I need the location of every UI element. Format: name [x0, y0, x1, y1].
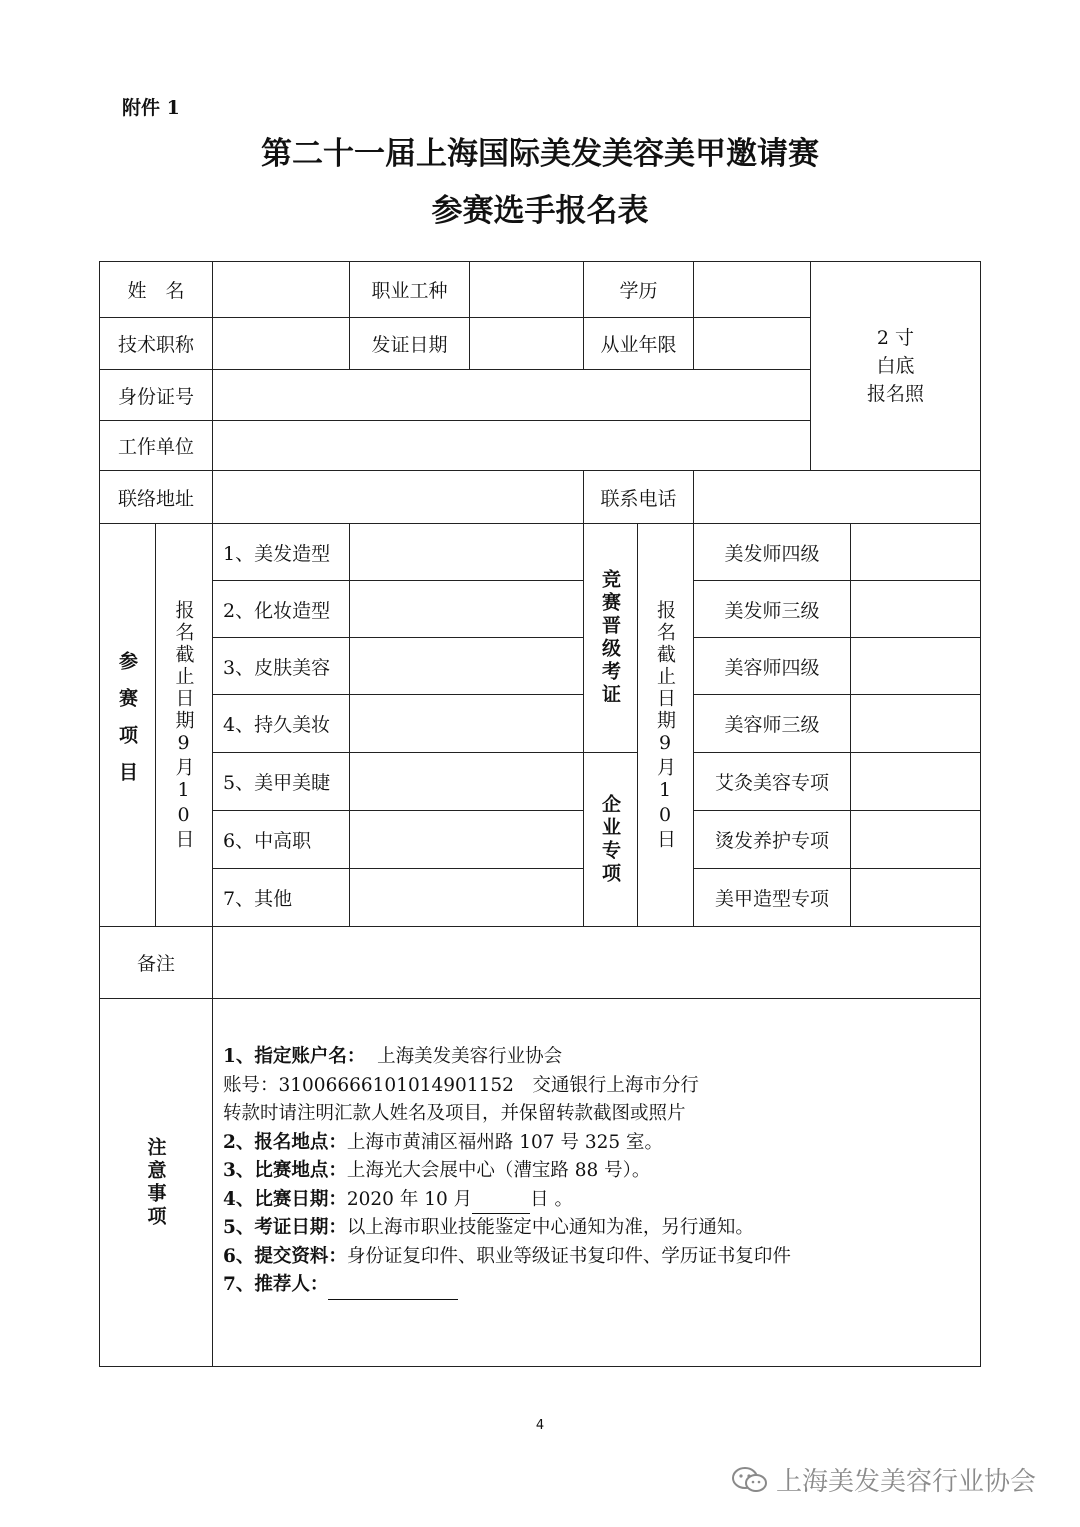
deadline-left: 报名截止日期9月10日: [172, 599, 195, 851]
address-label: 联络地址: [99, 470, 213, 524]
id-label: 身份证号: [99, 369, 213, 421]
years-field[interactable]: [693, 317, 811, 370]
note-line-2: 2、报名地点：上海市黄浦区福州路 107 号 325 室。: [223, 1131, 664, 1153]
notice-content: [212, 998, 981, 1367]
id-field[interactable]: [212, 369, 811, 421]
cert-check-field[interactable]: [850, 752, 981, 811]
name-field[interactable]: [212, 261, 350, 318]
tech-title-field[interactable]: [212, 317, 350, 370]
years-label: 从业年限: [583, 317, 694, 370]
occupation-field[interactable]: [469, 261, 584, 318]
remarks-field[interactable]: [212, 926, 981, 999]
remarks-label: 备注: [99, 926, 213, 999]
event-check-field[interactable]: [349, 637, 584, 695]
page-subtitle: 参赛选手报名表: [431, 193, 649, 229]
note-line-4: 4、比赛日期：2020 年 10 月 日 。: [223, 1186, 573, 1215]
event-check-field[interactable]: [349, 868, 584, 927]
workplace-label: 工作单位: [99, 420, 213, 471]
note-transfer: 转款时请注明汇款人姓名及项目，并保留转款截图或照片: [223, 1103, 686, 1124]
events-label: 参赛项目: [116, 651, 138, 799]
phone-field[interactable]: [693, 470, 981, 524]
event-check-field[interactable]: [349, 694, 584, 753]
wechat-icon: [730, 1465, 770, 1495]
date-blank[interactable]: [472, 1193, 530, 1214]
photo-bg-text: 白底: [876, 355, 915, 377]
workplace-field[interactable]: [212, 420, 811, 471]
cert-item: 美甲造型专项: [693, 868, 851, 927]
cert-check-field[interactable]: [850, 637, 981, 695]
cert-item: 美容师四级: [693, 637, 851, 695]
watermark-text: 上海美发美容行业协会: [776, 1467, 1037, 1497]
cert-check-field[interactable]: [850, 580, 981, 638]
event-item: 7、其他: [212, 868, 350, 927]
recommender-blank[interactable]: [328, 1279, 458, 1300]
event-item: 6、中高职: [212, 810, 350, 869]
education-label: 学历: [583, 261, 694, 318]
cert-check-field[interactable]: [850, 868, 981, 927]
notice-label-cell: [99, 998, 213, 1367]
cert-check-field[interactable]: [850, 810, 981, 869]
cert-item: 美容师三级: [693, 694, 851, 753]
event-item: 3、皮肤美容: [212, 637, 350, 695]
event-check-field[interactable]: [349, 752, 584, 811]
event-check-field[interactable]: [349, 810, 584, 869]
event-check-field[interactable]: [349, 580, 584, 638]
watermark: [730, 1461, 1036, 1498]
note-line-1: 1、指定账户名： 上海美发美容行业协会: [223, 1046, 563, 1067]
education-field[interactable]: [693, 261, 811, 318]
photo-size-text: 2 寸: [876, 327, 915, 349]
cert-item: 美发师三级: [693, 580, 851, 638]
deadline-left-cell: [155, 523, 213, 927]
event-item: 5、美甲美睫: [212, 752, 350, 811]
phone-label: 联系电话: [583, 470, 694, 524]
note-line-6: 6、提交资料：身份证复印件、职业等级证书复印件、学历证书复印件: [223, 1245, 791, 1267]
notice-label: 注意事项: [144, 1136, 167, 1229]
enterprise-label-cell: [583, 752, 638, 927]
issue-date-field[interactable]: [469, 317, 584, 370]
event-item: 2、化妆造型: [212, 580, 350, 638]
photo-label-text: 报名照: [866, 383, 924, 405]
tech-title-label: 技术职称: [99, 317, 213, 370]
enterprise-label: 企业专项: [599, 793, 621, 886]
cert-item: 烫发养护专项: [693, 810, 851, 869]
deadline-right: 报名截止日期9月10日: [654, 599, 676, 851]
promotion-label-cell: [583, 523, 638, 753]
cert-item: 艾灸美容专项: [693, 752, 851, 811]
event-item: 1、美发造型: [212, 523, 350, 581]
cert-check-field[interactable]: [850, 694, 981, 753]
event-item: 4、持久美妆: [212, 694, 350, 753]
page-title: 第二十一届上海国际美发美容美甲邀请赛: [261, 136, 819, 172]
event-check-field[interactable]: [349, 523, 584, 581]
events-label-cell: [99, 523, 156, 927]
deadline-right-cell: [637, 523, 694, 927]
photo-box[interactable]: [810, 261, 981, 471]
issue-date-label: 发证日期: [349, 317, 470, 370]
cert-item: 美发师四级: [693, 523, 851, 581]
occupation-label: 职业工种: [349, 261, 470, 318]
promotion-label: 竞赛晋级考证: [599, 569, 621, 707]
name-label: 姓 名: [99, 261, 213, 318]
attachment-label: 附件 1: [122, 97, 180, 119]
note-line-3: 3、比赛地点：上海光大会展中心（漕宝路 88 号）。: [223, 1160, 651, 1181]
note-line-5: 5、考证日期：以上海市职业技能鉴定中心通知为准，另行通知。: [223, 1217, 754, 1238]
note-line-7: 7、推荐人：: [223, 1271, 458, 1300]
cert-check-field[interactable]: [850, 523, 981, 581]
note-account: 账号：31006666101014901152 交通银行上海市分行: [223, 1074, 699, 1096]
page-number: 4: [535, 1418, 545, 1433]
registration-form: [99, 261, 981, 1367]
